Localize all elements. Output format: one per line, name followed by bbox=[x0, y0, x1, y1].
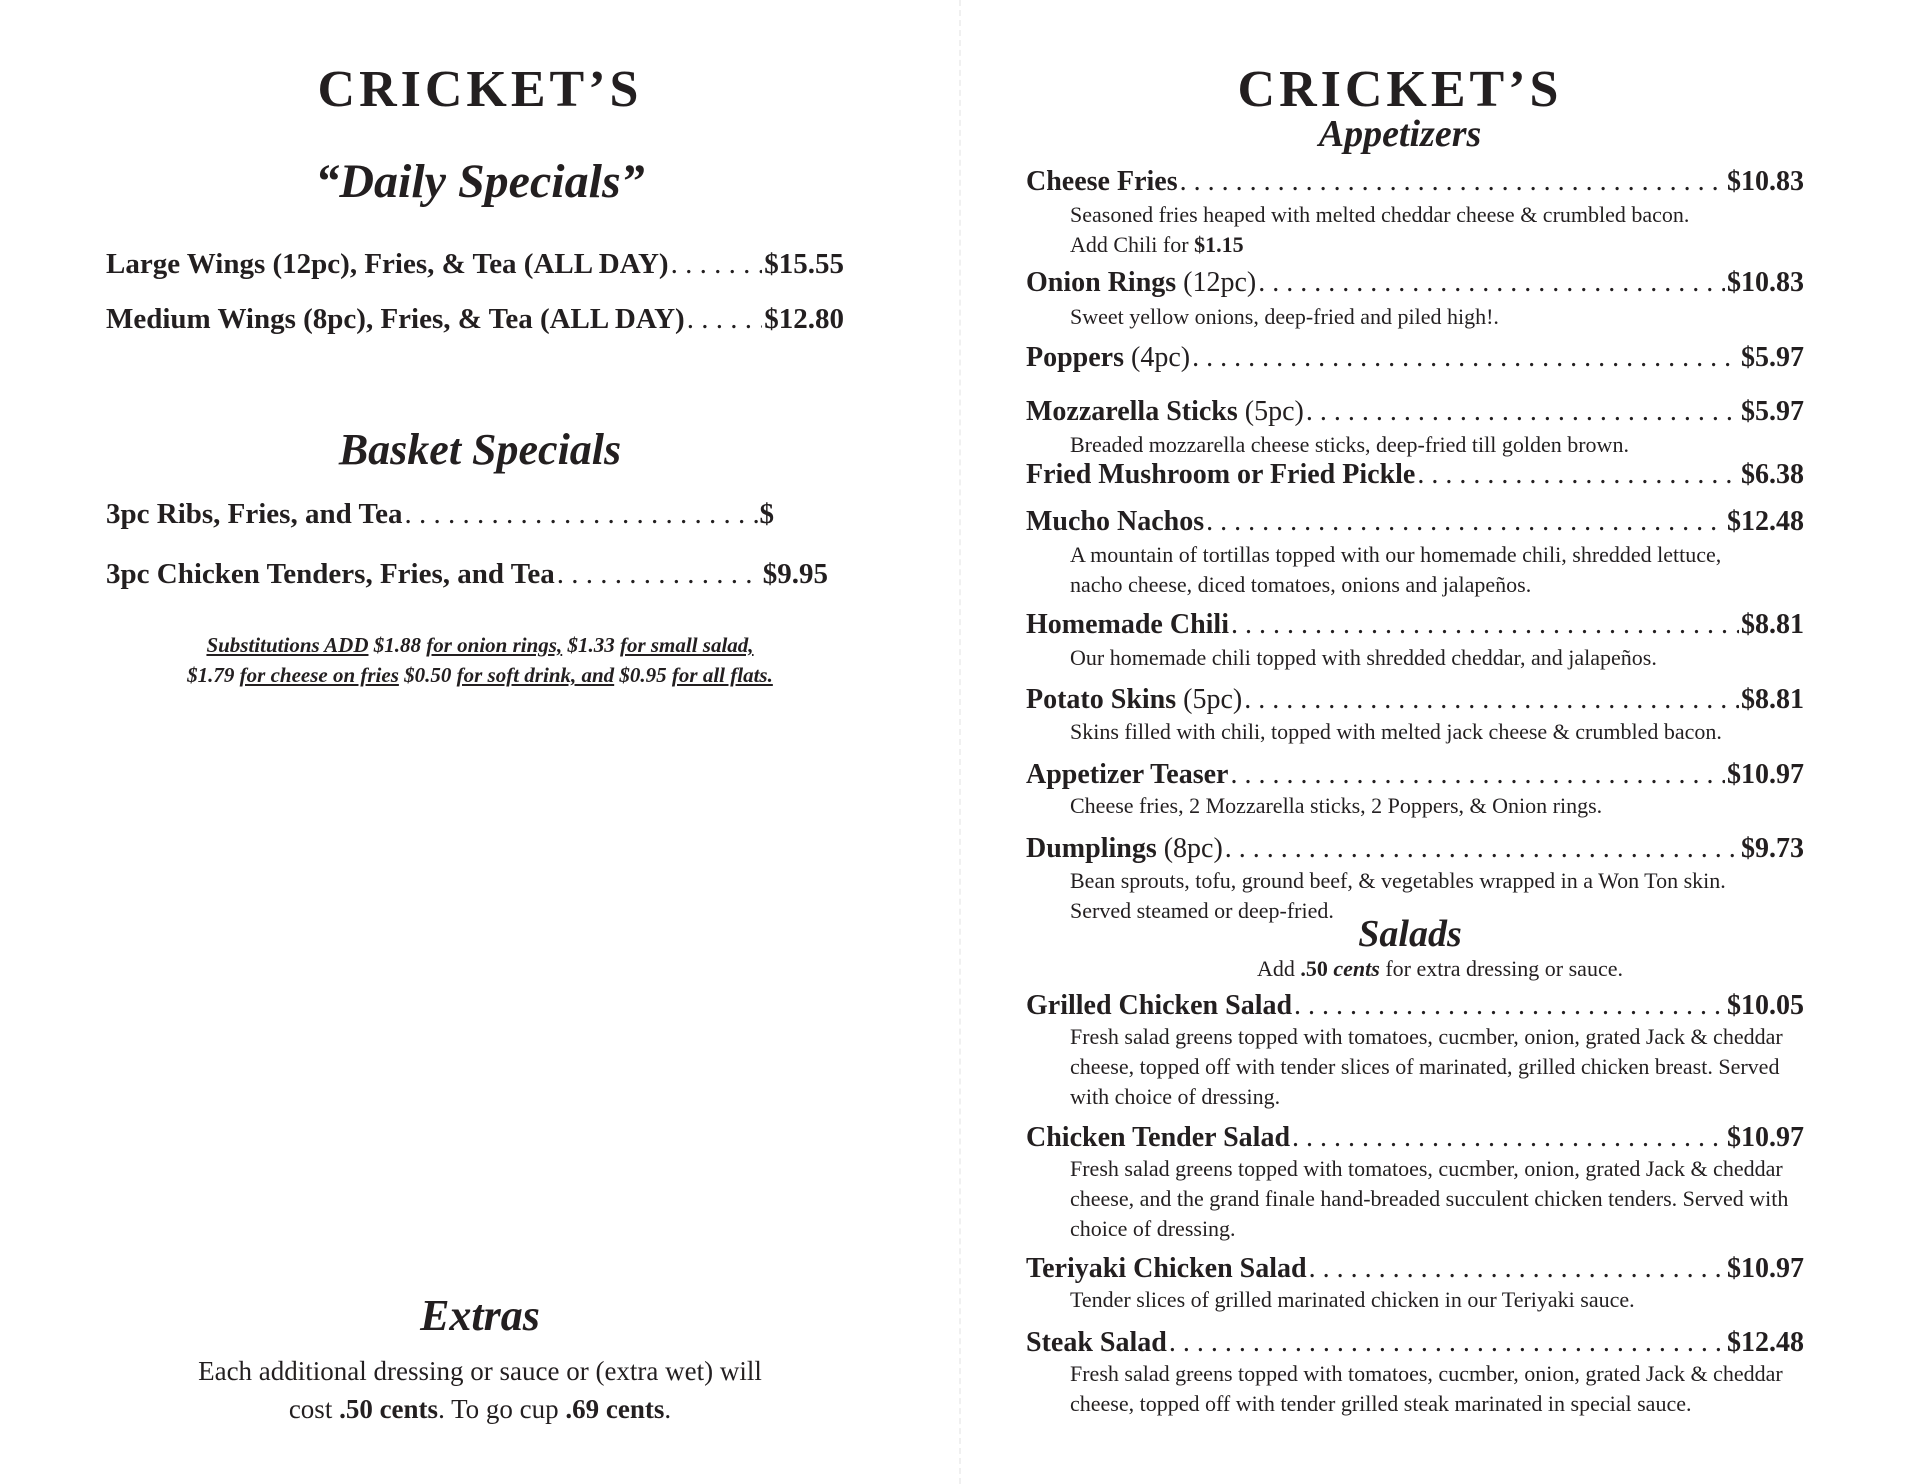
description-line: A mountain of tortillas topped with our homemade chili, shredded lettuce, bbox=[1070, 542, 1722, 567]
restaurant-title: CRICKET’S bbox=[317, 61, 643, 118]
item-name: Steak Salad bbox=[1026, 1327, 1167, 1358]
item-price: $8.81 bbox=[1741, 684, 1804, 715]
menu-item bbox=[1026, 1122, 1804, 1154]
item-price: $10.97 bbox=[1727, 759, 1804, 790]
subs-text: for onion rings, bbox=[426, 633, 563, 657]
description-line: cheese, and the grand finale hand-breaded succulent chicken tenders. Served with bbox=[1070, 1186, 1789, 1211]
item-price: $12.80 bbox=[764, 303, 844, 335]
dot-leader bbox=[1417, 459, 1739, 491]
subs-text: for small salad, bbox=[619, 633, 754, 657]
item-name: Medium Wings (8pc), Fries, & Tea (ALL DAY) bbox=[106, 303, 685, 335]
description-line: Fresh salad greens topped with tomatoes, cucmber, onion, grated Jack & cheddar bbox=[1070, 1361, 1783, 1386]
menu-item bbox=[1026, 267, 1804, 299]
item-name: Cheese Fries bbox=[1026, 166, 1178, 197]
extras-cents: cents bbox=[379, 1394, 439, 1424]
item-name: Onion Rings (12pc) bbox=[1026, 267, 1257, 298]
daily-specials-heading: “Daily Specials” bbox=[315, 155, 645, 208]
extras-cents: cents bbox=[605, 1394, 665, 1424]
item-description bbox=[1070, 791, 1870, 821]
dot-leader bbox=[1306, 396, 1739, 428]
item-name: 3pc Ribs, Fries, and Tea bbox=[106, 498, 403, 530]
menu-item bbox=[1026, 833, 1804, 865]
item-name: Mozzarella Sticks (5pc) bbox=[1026, 396, 1304, 427]
description-line: Fresh salad greens topped with tomatoes, cucmber, onion, grated Jack & cheddar bbox=[1070, 1156, 1783, 1181]
subs-price: $1.88 bbox=[373, 633, 421, 657]
dot-leader bbox=[557, 558, 761, 591]
item-description bbox=[1070, 1359, 1870, 1419]
dot-leader bbox=[1192, 342, 1739, 374]
menu-item bbox=[1026, 166, 1804, 198]
menu-item bbox=[1026, 342, 1804, 374]
subs-price: $0.95 bbox=[619, 663, 667, 687]
item-name: Appetizer Teaser bbox=[1026, 759, 1229, 790]
menu-item bbox=[1026, 759, 1804, 791]
dot-leader bbox=[405, 498, 758, 531]
item-price: $5.97 bbox=[1741, 342, 1804, 373]
item-description bbox=[1070, 643, 1870, 673]
salads-heading: Salads bbox=[1358, 913, 1462, 955]
extras-end: . bbox=[664, 1394, 672, 1424]
extras-line: Each additional dressing or sauce or (extra wet) will bbox=[198, 1356, 762, 1386]
description-line: with choice of dressing. bbox=[1070, 1084, 1281, 1109]
description-line: cheese, topped off with tender slices of marinated, grilled chicken breast. Served bbox=[1070, 1054, 1780, 1079]
description-line: Tender slices of grilled marinated chicken in our Teriyaki sauce. bbox=[1070, 1287, 1635, 1312]
description-line: Fresh salad greens topped with tomatoes, cucmber, onion, grated Jack & cheddar bbox=[1070, 1024, 1783, 1049]
dot-leader bbox=[687, 303, 763, 336]
description-line: Skins filled with chili, topped with melted jack cheese & crumbled bacon. bbox=[1070, 719, 1722, 744]
basket-specials-heading: Basket Specials bbox=[338, 425, 622, 474]
item-price: $8.81 bbox=[1741, 609, 1804, 640]
item-price: $10.83 bbox=[1727, 166, 1804, 197]
note-text: for extra dressing or sauce. bbox=[1385, 956, 1623, 981]
dot-leader bbox=[1294, 990, 1725, 1022]
daily-special-item bbox=[106, 248, 844, 281]
appetizers-heading: Appetizers bbox=[1318, 113, 1482, 155]
dot-leader bbox=[1180, 166, 1725, 198]
description-line: Served steamed or deep-fried. bbox=[1070, 898, 1334, 923]
menu-item bbox=[1026, 609, 1804, 641]
subs-price: $1.79 bbox=[187, 663, 235, 687]
description-line: Seasoned fries heaped with melted cheddar cheese & crumbled bacon. bbox=[1070, 202, 1690, 227]
addon-price: $1.15 bbox=[1194, 232, 1244, 257]
description-line: cheese, topped off with tender grilled steak marinated in special sauce. bbox=[1070, 1391, 1692, 1416]
item-price: $15.55 bbox=[764, 248, 844, 280]
salads-note bbox=[960, 956, 1920, 982]
item-description bbox=[1070, 1285, 1870, 1315]
restaurant-title: CRICKET’S bbox=[1237, 61, 1563, 118]
menu-item bbox=[1026, 1327, 1804, 1359]
item-price: $12.48 bbox=[1727, 1327, 1804, 1358]
item-price: $10.97 bbox=[1727, 1122, 1804, 1153]
daily-special-item bbox=[106, 303, 844, 336]
subs-text: for all flats. bbox=[671, 663, 773, 687]
item-description bbox=[1070, 1154, 1870, 1244]
basket-special-item bbox=[106, 558, 828, 591]
subs-price: $0.50 bbox=[404, 663, 452, 687]
item-price: $6.38 bbox=[1741, 459, 1804, 490]
note-amount: .50 bbox=[1300, 956, 1328, 981]
basket-special-item bbox=[106, 498, 774, 531]
subs-text: for soft drink, and bbox=[456, 663, 615, 687]
menu-item bbox=[1026, 459, 1804, 491]
menu-item bbox=[1026, 396, 1804, 428]
dot-leader bbox=[1230, 759, 1725, 791]
extras-heading: Extras bbox=[420, 1291, 540, 1340]
item-description bbox=[1070, 1022, 1870, 1112]
dot-leader bbox=[1309, 1253, 1725, 1285]
menu-item bbox=[1026, 990, 1804, 1022]
dot-leader bbox=[671, 248, 763, 281]
item-price: $12.48 bbox=[1727, 506, 1804, 537]
extras-cost-label: cost bbox=[288, 1394, 333, 1424]
item-name: Teriyaki Chicken Salad bbox=[1026, 1253, 1307, 1284]
description-line: nacho cheese, diced tomatoes, onions and jalapeños. bbox=[1070, 572, 1532, 597]
item-price: $10.97 bbox=[1727, 1253, 1804, 1284]
item-price: $10.83 bbox=[1727, 267, 1804, 298]
menu-item bbox=[1026, 506, 1804, 538]
item-description bbox=[1070, 302, 1870, 332]
item-price: $10.05 bbox=[1727, 990, 1804, 1021]
note-text: Add bbox=[1257, 956, 1295, 981]
dot-leader bbox=[1244, 684, 1739, 716]
menu-item bbox=[1026, 684, 1804, 716]
item-description bbox=[1070, 540, 1870, 600]
addon-text: Add Chili for bbox=[1070, 232, 1189, 257]
item-name: Large Wings (12pc), Fries, & Tea (ALL DAY) bbox=[106, 248, 669, 280]
description-line: Our homemade chili topped with shredded cheddar, and jalapeños. bbox=[1070, 645, 1657, 670]
description-line: choice of dressing. bbox=[1070, 1216, 1236, 1241]
addon-line bbox=[1070, 230, 1870, 260]
subs-text: for cheese on fries bbox=[239, 663, 399, 687]
description-line: Cheese fries, 2 Mozzarella sticks, 2 Poppers, & Onion rings. bbox=[1070, 793, 1603, 818]
dot-leader bbox=[1258, 267, 1725, 299]
dot-leader bbox=[1206, 506, 1725, 538]
subs-intro: Substitutions ADD bbox=[206, 633, 369, 657]
item-name: Dumplings (8pc) bbox=[1026, 833, 1223, 864]
menu-item bbox=[1026, 1253, 1804, 1285]
item-name: Mucho Nachos bbox=[1026, 506, 1205, 537]
description-line: Sweet yellow onions, deep-fried and piled high!. bbox=[1070, 304, 1499, 329]
item-name: Chicken Tender Salad bbox=[1026, 1122, 1291, 1153]
item-description bbox=[1070, 200, 1870, 260]
item-name: 3pc Chicken Tenders, Fries, and Tea bbox=[106, 558, 555, 590]
item-name: Fried Mushroom or Fried Pickle bbox=[1026, 459, 1416, 490]
extras-amount: .50 bbox=[339, 1394, 373, 1424]
dot-leader bbox=[1225, 833, 1739, 865]
substitutions-note bbox=[100, 630, 860, 690]
item-name: Homemade Chili bbox=[1026, 609, 1229, 640]
subs-price: $1.33 bbox=[567, 633, 615, 657]
description-line: Bean sprouts, tofu, ground beef, & vegetables wrapped in a Won Ton skin. bbox=[1070, 868, 1726, 893]
dot-leader bbox=[1292, 1122, 1725, 1154]
item-price: $ bbox=[759, 498, 774, 530]
extras-description bbox=[100, 1352, 860, 1428]
description-line: Breaded mozzarella cheese sticks, deep-fried till golden brown. bbox=[1070, 432, 1629, 457]
extras-amount: .69 bbox=[565, 1394, 600, 1424]
note-cents: cents bbox=[1333, 956, 1380, 981]
item-price: $9.95 bbox=[762, 558, 828, 590]
extras-togo-label: . To go cup bbox=[438, 1394, 559, 1424]
item-name: Poppers (4pc) bbox=[1026, 342, 1191, 373]
item-description bbox=[1070, 430, 1870, 460]
item-description bbox=[1070, 717, 1870, 747]
item-name: Potato Skins (5pc) bbox=[1026, 684, 1243, 715]
item-price: $9.73 bbox=[1741, 833, 1804, 864]
item-name: Grilled Chicken Salad bbox=[1026, 990, 1293, 1021]
right-page bbox=[960, 0, 1920, 1484]
dot-leader bbox=[1231, 609, 1739, 641]
dot-leader bbox=[1169, 1327, 1725, 1359]
item-price: $5.97 bbox=[1741, 396, 1804, 427]
